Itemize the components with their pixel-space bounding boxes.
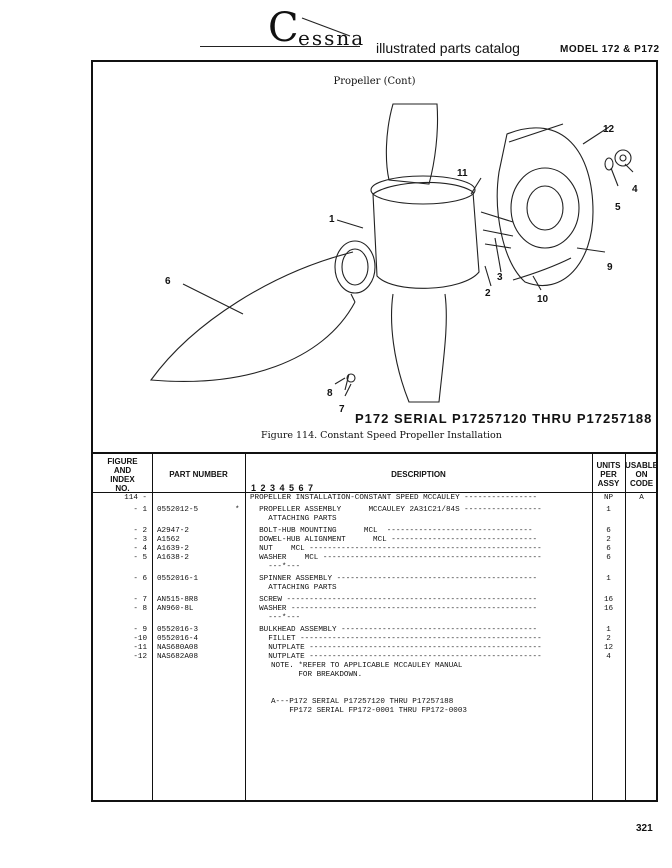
spinner-cone-shape [151,252,355,381]
callout-4: 4 [632,184,638,195]
bolt-shape [481,212,513,248]
row-index: - 7 [133,596,147,604]
row-desc: BOLT-HUB MOUNTING MCL -------------------------------- [250,527,533,535]
row-index: - 6 [133,575,147,583]
row-desc: WASHER MCL ------------------------------------------------ [250,554,542,562]
row-part: 0552012-5 [157,506,199,514]
row-desc: NUTPLATE --------------------------------------------------- [250,653,542,661]
row-part: 0552016-1 [157,575,199,583]
row-units: 2 [606,536,611,544]
callout-8: 8 [327,388,333,399]
row-index: -11 [133,644,147,652]
figure-title: Propeller (Cont) [333,76,416,87]
row-star: * [235,506,240,514]
row-desc: SPINNER ASSEMBLY -------------------------------------------- [250,575,538,583]
row-units: 16 [603,605,614,613]
row-units: 12 [603,644,614,652]
row-index: - 1 [133,506,147,514]
hub-flange-shape [371,176,475,204]
row-desc: PROPELLER ASSEMBLY MCCAULEY 2A31C21/84S ----------------- [250,506,542,514]
row-desc: NUTPLATE --------------------------------------------------- [250,644,542,652]
row-part: 0552016-3 [157,626,199,634]
row-desc: ATTACHING PARTS [250,515,337,523]
row-desc: WASHER ------------------------------------------------------ [250,605,538,613]
col-divider [625,452,626,800]
table-top-border [93,452,656,454]
col-divider [152,452,153,800]
row-part: AN515-8R8 [157,596,199,604]
logo-letter: C [268,5,299,51]
row-desc: ---*--- [250,614,301,622]
row-index: - 2 [133,527,147,535]
serial-range: P172 SERIAL P17257120 THRU P17257188 [355,411,653,426]
upper-blade-shape [386,104,437,184]
callout-12: 12 [603,124,615,135]
header-description: DESCRIPTION [391,470,446,479]
row-part: NAS680A08 [157,644,199,652]
header-bottom-border [93,492,656,493]
row-index: - 4 [133,545,147,553]
callout-5: 5 [615,202,621,213]
page-number: 321 [636,823,653,834]
row-index: - 9 [133,626,147,634]
row-index: -10 [133,635,147,643]
row-index: - 3 [133,536,147,544]
row-index: 114 - [124,494,147,502]
row-units: 6 [606,554,611,562]
row-index: -12 [133,653,147,661]
row-desc: ATTACHING PARTS [250,584,337,592]
note-text: NOTE. *REFER TO APPLICABLE MCCAULEY MANUAL FOR BREAKDOWN. [271,662,463,679]
row-index: - 8 [133,605,147,613]
row-units: 1 [606,506,611,514]
washer-shape [605,158,613,170]
propeller-illustration [93,62,656,415]
row-desc: BULKHEAD ASSEMBLY ------------------------------------------- [250,626,538,634]
row-units: 4 [606,653,611,661]
row-desc: DOWEL-HUB ALIGNMENT MCL -------------------------------- [250,536,538,544]
page-header [0,0,672,60]
row-desc: ---*--- [250,563,301,571]
hub-shape [373,182,479,288]
parts-frame [91,60,658,802]
callout-11: 11 [457,168,468,179]
row-part: A1562 [157,536,180,544]
header-part-number: PART NUMBER [169,470,228,479]
header-units: UNITS PER ASSY [596,461,621,488]
callout-7: 7 [339,404,345,415]
callout-9: 9 [607,262,613,273]
header-figure-index: FIGURE AND INDEX NO. [107,457,138,493]
callout-1: 1 [329,214,335,225]
catalog-title: illustrated parts catalog [376,40,520,56]
header-indent-levels: 1 2 3 4 5 6 7 [251,483,315,493]
header-usable: USABLE ON CODE [625,461,658,488]
callout-10: 10 [537,294,549,305]
nut-shape [615,150,631,166]
row-part: 0552016-4 [157,635,199,643]
row-index: - 5 [133,554,147,562]
callout-3: 3 [497,272,503,283]
callout-6: 6 [165,276,171,287]
lower-blade-shape [392,294,447,402]
row-units: 6 [606,527,611,535]
row-units: 2 [606,635,611,643]
row-part: A1639-2 [157,545,189,553]
callout-2: 2 [485,288,491,299]
row-part: A1638-2 [157,554,189,562]
row-part: NAS682A08 [157,653,199,661]
fillet-shape [513,258,571,280]
figure-caption: Figure 114. Constant Speed Propeller Installation [261,430,502,441]
row-desc: PROPELLER INSTALLATION-CONSTANT SPEED MCCAULEY ---------------- [250,494,538,502]
usable-code-key: A---P172 SERIAL P17257120 THRU P17257188 FP172 SERIAL FP172-0001 THRU FP172-0003 [271,698,467,715]
row-units: 1 [606,575,611,583]
logo-text: essna [298,26,366,50]
col-divider [245,452,246,800]
model-label: MODEL 172 & P172 [560,44,660,55]
row-desc: SCREW ------------------------------------------------------- [250,596,538,604]
row-desc: FILLET ----------------------------------------------------- [250,635,542,643]
row-part: AN960-8L [157,605,194,613]
row-part: A2947-2 [157,527,189,535]
row-desc: NUT MCL --------------------------------------------------- [250,545,542,553]
row-units: 1 [606,626,611,634]
row-code: A [639,494,644,502]
row-units: 16 [603,596,614,604]
row-units: 6 [606,545,611,553]
row-units: NP [603,494,614,502]
